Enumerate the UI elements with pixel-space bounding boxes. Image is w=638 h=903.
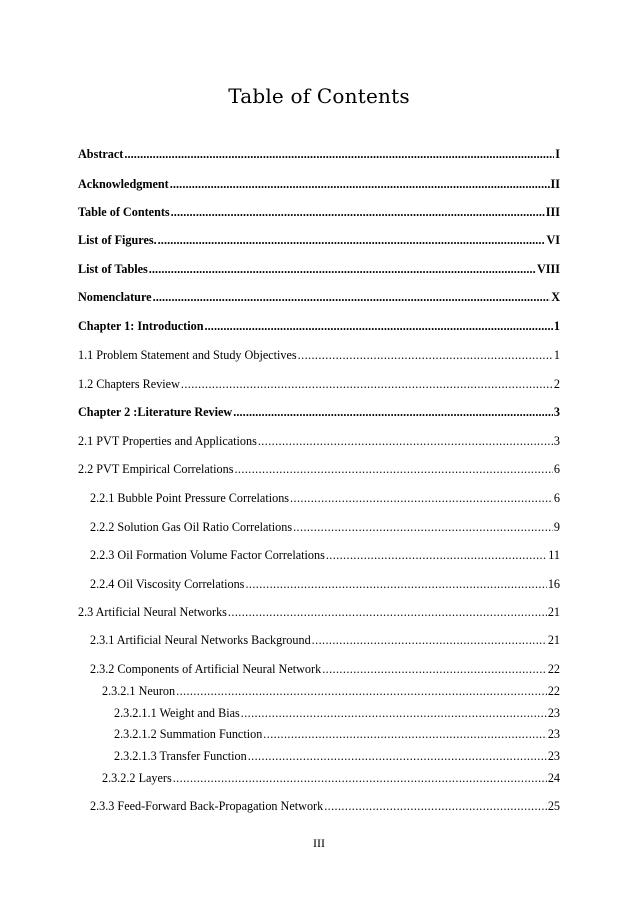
- toc-entry-label: 2.3.2.2 Layers: [102, 771, 172, 785]
- toc-entry-label: Table of Contents: [78, 205, 170, 219]
- toc-entry-label: 2.3.2.1 Neuron: [102, 684, 176, 698]
- toc-entry[interactable]: [78, 462, 560, 476]
- toc-entry[interactable]: [114, 706, 560, 720]
- toc-entry-page: 6: [553, 491, 560, 505]
- toc-entry-page: 23: [547, 749, 560, 763]
- toc-entry[interactable]: [78, 177, 560, 191]
- toc-entry[interactable]: [90, 548, 560, 562]
- toc-entry-label: 2.2.4 Oil Viscosity Correlations: [90, 577, 245, 591]
- toc-entry-page: 23: [547, 727, 560, 741]
- toc-entry[interactable]: [78, 405, 560, 419]
- dot-leader: [124, 147, 554, 161]
- toc-entry-label: 2.3.2.1.2 Summation Function: [114, 727, 263, 741]
- toc-entry-page: 9: [553, 520, 560, 534]
- dot-leader: [176, 684, 547, 698]
- dot-leader: [170, 177, 550, 191]
- toc-entry-page: 22: [547, 662, 560, 676]
- dot-leader: [248, 749, 547, 763]
- toc-entry-page: 3: [553, 405, 560, 419]
- dot-leader: [293, 520, 553, 534]
- toc-entry-label: 2.3.2.1.1 Weight and Bias: [114, 706, 240, 720]
- toc-entry-page: 2: [553, 377, 560, 391]
- toc-entry-page: X: [551, 290, 560, 304]
- toc-entry[interactable]: [78, 205, 560, 219]
- dot-leader: [173, 771, 547, 785]
- toc-entry[interactable]: [78, 233, 560, 247]
- dot-leader: [205, 319, 553, 333]
- toc-entry[interactable]: [90, 799, 560, 813]
- toc-entry-label: List of Tables: [78, 262, 148, 276]
- toc-entry-page: 3: [553, 434, 560, 448]
- dot-leader: [171, 205, 545, 219]
- dot-leader: [228, 605, 547, 619]
- toc-entry-label: 2.2 PVT Empirical Correlations: [78, 462, 234, 476]
- toc-entry-page: 6: [553, 462, 560, 476]
- toc-entry-label: 1.2 Chapters Review: [78, 377, 180, 391]
- toc-entry-page: 16: [547, 577, 560, 591]
- toc-entry[interactable]: [114, 727, 560, 741]
- toc-entry-label: 1.1 Problem Statement and Study Objectives: [78, 348, 297, 362]
- toc-entry[interactable]: [90, 577, 560, 591]
- toc-entry[interactable]: [78, 147, 560, 161]
- toc-entry-label: List of Figures.: [78, 233, 157, 247]
- toc-entry-label: 2.2.1 Bubble Point Pressure Correlations: [90, 491, 290, 505]
- toc-entry[interactable]: [78, 434, 560, 448]
- toc-entry-label: 2.3 Artificial Neural Networks: [78, 605, 227, 619]
- toc-entry-page: 22: [547, 684, 560, 698]
- page-number: III: [313, 836, 325, 850]
- toc-entry-label: 2.1 PVT Properties and Applications: [78, 434, 257, 448]
- dot-leader: [234, 462, 552, 476]
- toc-entry[interactable]: [78, 377, 560, 391]
- toc-entry[interactable]: [78, 605, 560, 619]
- toc-entry-page: II: [550, 177, 560, 191]
- page-title: Table of Contents: [228, 84, 410, 108]
- toc-entry-label: Abstract: [78, 147, 124, 161]
- toc-entry[interactable]: [90, 520, 560, 534]
- toc-entry[interactable]: [102, 771, 560, 785]
- toc-entry-page: 23: [547, 706, 560, 720]
- toc-entry[interactable]: [90, 633, 560, 647]
- toc-entry[interactable]: [78, 290, 560, 304]
- toc-entry-page: 1: [553, 319, 560, 333]
- dot-leader: [245, 577, 546, 591]
- toc-entry-label: 2.2.2 Solution Gas Oil Ratio Correlations: [90, 520, 293, 534]
- toc-entry[interactable]: [102, 684, 560, 698]
- toc-entry-label: Nomenclature: [78, 290, 152, 304]
- toc-entry-label: 2.3.3 Feed-Forward Back-Propagation Network: [90, 799, 324, 813]
- toc-entry[interactable]: [78, 262, 560, 276]
- toc-entry-page: III: [545, 205, 560, 219]
- toc-entry-label: 2.3.2.1.3 Transfer Function: [114, 749, 247, 763]
- toc-entry[interactable]: [90, 491, 560, 505]
- dot-leader: [153, 290, 551, 304]
- toc-entry-page: 24: [547, 771, 560, 785]
- toc-entry-page: 21: [547, 633, 560, 647]
- dot-leader: [258, 434, 553, 448]
- toc-entry-label: Chapter 2 :Literature Review: [78, 405, 233, 419]
- toc-entry-page: 21: [547, 605, 560, 619]
- dot-leader: [149, 262, 536, 276]
- dot-leader: [290, 491, 553, 505]
- toc-entry[interactable]: [78, 348, 560, 362]
- toc-entry[interactable]: [90, 662, 560, 676]
- dot-leader: [322, 662, 547, 676]
- toc-entry-label: 2.3.2 Components of Artificial Neural Network: [90, 662, 322, 676]
- toc-entry-page: 1: [553, 348, 560, 362]
- dot-leader: [158, 233, 546, 247]
- toc-entry-label: Acknowledgment: [78, 177, 169, 191]
- toc-entry-page: I: [555, 147, 560, 161]
- dot-leader: [324, 799, 547, 813]
- toc-entry-page: VIII: [536, 262, 560, 276]
- dot-leader: [312, 633, 547, 647]
- toc-entry-page: 25: [547, 799, 560, 813]
- toc-entry-label: 2.2.3 Oil Formation Volume Factor Correlations: [90, 548, 325, 562]
- dot-leader: [263, 727, 547, 741]
- dot-leader: [181, 377, 553, 391]
- dot-leader: [298, 348, 553, 362]
- toc-entry-label: Chapter 1: Introduction: [78, 319, 204, 333]
- toc-entry-page: VI: [546, 233, 560, 247]
- toc-entry[interactable]: [114, 749, 560, 763]
- toc-entry-page: 11: [548, 548, 560, 562]
- toc-entry-label: 2.3.1 Artificial Neural Networks Background: [90, 633, 311, 647]
- dot-leader: [241, 706, 547, 720]
- dot-leader: [326, 548, 547, 562]
- dot-leader: [233, 405, 553, 419]
- toc-entry[interactable]: [78, 319, 560, 333]
